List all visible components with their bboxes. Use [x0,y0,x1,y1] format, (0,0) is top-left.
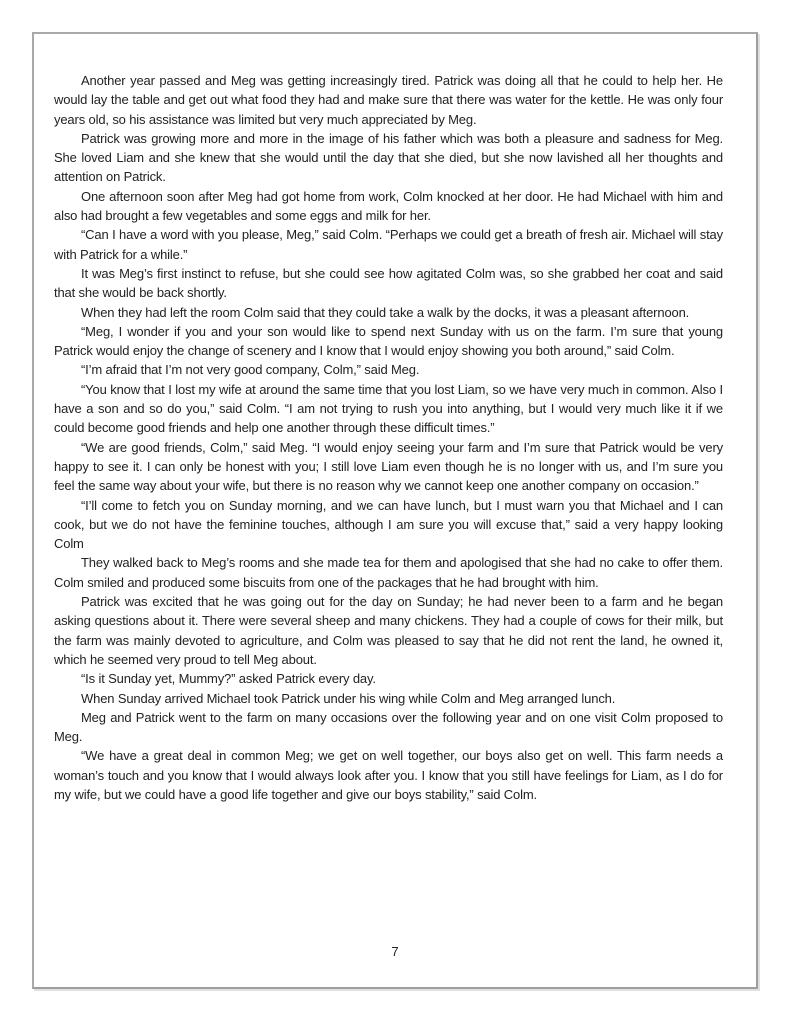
paragraph: “I’ll come to fetch you on Sunday morning, and we can have lunch, but I must warn you that Michael and I can cook, but we do not have the feminine touches, although I am sure you will excuse that,” said a very happy looking Colm [54,497,723,552]
paragraph: “I’m afraid that I’m not very good company, Colm,” said Meg. [81,362,420,378]
page-frame [32,32,758,989]
paragraph: “Can I have a word with you please, Meg,” said Colm. “Perhaps we could get a breath of fresh air. Michael will stay with Patrick for a while.” [54,227,723,262]
page-number: 7 [391,944,399,959]
paragraph: “Is it Sunday yet, Mummy?” asked Patrick every day. [81,671,376,687]
paragraph: It was Meg’s first instinct to refuse, but she could see how agitated Colm was, so she grabbed her coat and said that she would be back shortly. [54,265,723,301]
paragraph: Patrick was excited that he was going out for the day on Sunday; he had never been to a farm and he began asking questions about it. There were several sheep and many chickens. They had a couple of cows for their milk, but the farm was mainly devoted to agriculture, and Colm was pleased to say that he did not rent the land, he owned it, which he seemed very proud to tell Meg about. [54,594,723,667]
paragraph: One afternoon soon after Meg had got home from work, Colm knocked at her door. He had Michael with him and also had brought a few vegetables and some eggs and milk for her. [54,188,723,224]
paragraph: “We are good friends, Colm,” said Meg. “I would enjoy seeing your farm and I’m sure that Patrick would be very happy to see it. I can only be honest with you; I still love Liam even though he is no longer with us, and I’m sure you feel the same way about your wife, but there is no reason why we cannot keep one another company on occasion.” [54,439,723,494]
paragraph: “Meg, I wonder if you and your son would like to spend next Sunday with us on the farm. I’m sure that young Patrick would enjoy the change of scenery and I know that I would enjoy showing you both around,” said Colm. [54,323,723,359]
body-text [54,71,723,804]
paragraph: When they had left the room Colm said that they could take a walk by the docks, it was a pleasant afternoon. [81,304,690,320]
paragraph: “We have a great deal in common Meg; we get on well together, our boys also get on well. This farm needs a woman’s touch and you know that I would always look after you. I know that you still have feelings for Liam, as I do for my wife, but we could have a good life together and give our boys stability,” said Colm. [54,748,723,802]
paragraph: Meg and Patrick went to the farm on many occasions over the following year and on one visit Colm proposed to Meg. [54,709,723,745]
paragraph: Another year passed and Meg was getting increasingly tired. Patrick was doing all that he could to help her. He would lay the table and get out what food they had and make sure that there was water for the kettle. He was only four years old, so his assistance was limited but very much appreciated by Meg. [54,73,723,127]
paragraph: They walked back to Meg’s rooms and she made tea for them and apologised that she had no cake to offer them. Colm smiled and produced some biscuits from one of the packages that he had brought with him. [54,555,723,590]
paragraph: When Sunday arrived Michael took Patrick under his wing while Colm and Meg arranged lunch. [81,690,616,706]
paragraph: “You know that I lost my wife at around the same time that you lost Liam, so we have very much in common. Also I have a son and so do you,” said Colm. “I am not trying to rush you into anything, but I would very much like it if we could become good friends and help one another through these difficult times.” [54,381,723,436]
paragraph: Patrick was growing more and more in the image of his father which was both a pleasure and sadness for Meg. She loved Liam and she knew that she would until the day that she died, but she now lavished all her thoughts and attention on Patrick. [54,130,723,185]
